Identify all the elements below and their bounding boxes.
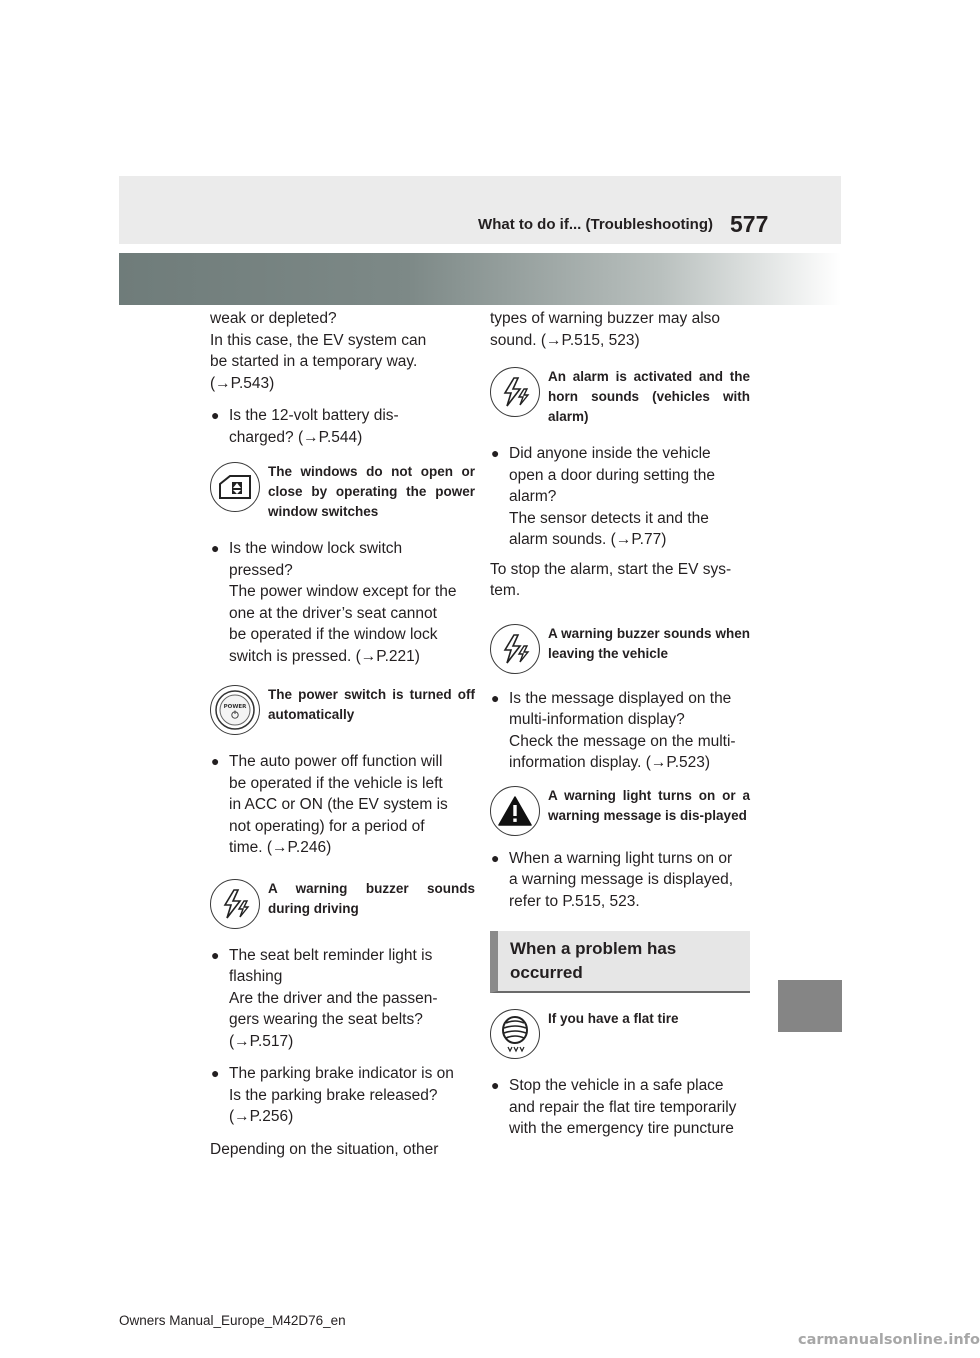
power-label: POWER	[223, 704, 247, 710]
watermark: carmanualsonline.info	[798, 1332, 980, 1348]
text-line: switch is pressed. (→P.221)	[229, 647, 420, 665]
flat-tire-icon	[490, 1009, 540, 1059]
text-line: one at the driver’s seat cannot	[229, 604, 437, 622]
text-line: not operating) for a period of	[229, 817, 425, 835]
text-line: tem.	[490, 582, 521, 599]
topic-title: A warning light turns on or a warning message is dis-played	[548, 787, 750, 823]
text-line: time. (→P.246)	[229, 839, 332, 856]
bullet-dot-icon: ●	[491, 689, 500, 706]
stop-alarm-paragraph	[490, 559, 750, 602]
topic-buzzer-leaving-vehicle	[490, 624, 750, 674]
text-line: in ACC or ON (the EV system is	[229, 796, 448, 813]
text-line: The auto power off function will	[229, 753, 443, 770]
text-line: information display. (→P.523)	[509, 754, 711, 771]
text-line: gers wearing the seat belts?	[229, 1011, 423, 1028]
text-line: (→P.543)	[210, 374, 275, 392]
topic-title: A warning buzzer sounds when leaving the vehicle	[548, 625, 750, 661]
text-line: charged? (→P.544)	[229, 428, 363, 446]
text-line: open a door during setting the	[509, 466, 715, 484]
text-line: Is the message displayed on the	[509, 689, 732, 707]
bullet-dot-icon: ●	[211, 1065, 220, 1081]
section-heading-problem-occurred: When a problem has occurred	[490, 931, 750, 993]
right-column	[490, 308, 750, 1140]
text-line: with the emergency tire puncture	[509, 1120, 734, 1137]
text-line: (→P.517)	[229, 1032, 294, 1050]
bullet-dot-icon: ●	[211, 407, 220, 423]
footer-manual-id: Owners Manual_Europe_M42D76_en	[119, 1313, 346, 1328]
bullet-message-displayed	[490, 688, 750, 774]
text-line: The seat belt reminder light is	[229, 946, 433, 964]
text-line: a warning message is displayed,	[509, 871, 734, 888]
topic-title: If you have a flat tire	[548, 1011, 679, 1026]
bullet-auto-power-off	[210, 751, 475, 859]
chapter-thumb-tab	[778, 980, 842, 1032]
text-line: To stop the alarm, start the EV sys-	[490, 560, 732, 578]
power-switch-icon	[210, 685, 260, 735]
text-line: be operated if the vehicle is left	[229, 774, 443, 792]
bullet-warning-light-on	[490, 848, 750, 913]
text-line: alarm?	[509, 488, 557, 505]
text-line: Did anyone inside the vehicle	[509, 445, 711, 462]
warning-buzzer-icon	[490, 367, 540, 417]
power-window-icon	[210, 462, 260, 512]
text-line: The power window except for the	[229, 583, 457, 600]
topic-title: A warning buzzer sounds during driving	[268, 880, 475, 916]
text-line: The parking brake indicator is on	[229, 1065, 454, 1082]
bullet-dot-icon: ●	[211, 946, 220, 963]
text-line: When a warning light turns on or	[509, 849, 733, 867]
warning-buzzer-icon	[490, 624, 540, 674]
topic-warning-light	[490, 786, 750, 836]
bullet-seat-belt	[210, 945, 475, 1053]
bullet-door-opened	[490, 443, 750, 551]
text-line: weak or depleted?	[210, 310, 337, 327]
text-line: (→P.256)	[229, 1108, 294, 1125]
page-number: 577	[730, 211, 769, 237]
text-line: The sensor detects it and the	[509, 509, 709, 527]
header-gradient-bar	[119, 253, 841, 305]
topic-title: An alarm is activated and the horn sounds (vehicles with alarm)	[548, 369, 750, 424]
text-line: In this case, the EV system can	[210, 331, 427, 349]
topic-power-window	[210, 462, 475, 522]
text-line: Is the 12-volt battery dis-	[229, 407, 399, 424]
text-line: types of warning buzzer may also	[490, 310, 721, 327]
outro-text: Depending on the situation, other	[210, 1140, 439, 1158]
text-line: multi-information display?	[509, 711, 685, 728]
bullet-dot-icon: ●	[491, 849, 500, 866]
bullet-parking-brake	[210, 1063, 475, 1128]
topic-flat-tire	[490, 1009, 750, 1059]
topic-title: The windows do not open or close by operating the power window switches	[268, 464, 475, 519]
text-line: pressed?	[229, 561, 293, 579]
bullet-window-lock	[210, 538, 475, 667]
text-line: alarm sounds. (→P.77)	[509, 531, 667, 548]
text-line: Are the driver and the passen-	[229, 989, 438, 1007]
bullet-dot-icon: ●	[211, 753, 220, 769]
text-line: flashing	[229, 968, 283, 985]
text-line: and repair the flat tire temporarily	[509, 1098, 737, 1116]
left-column	[210, 308, 475, 1160]
bullet-dot-icon: ●	[491, 1077, 500, 1093]
text-line: be started in a temporary way.	[210, 353, 418, 370]
text-line: refer to P.515, 523.	[509, 892, 640, 910]
bullet-dot-icon: ●	[491, 445, 500, 461]
bullet-battery-discharged	[210, 405, 475, 448]
text-line: Stop the vehicle in a safe place	[509, 1077, 724, 1094]
bullet-stop-vehicle	[490, 1075, 750, 1140]
topic-power-switch-off	[210, 685, 475, 735]
section-header-title: What to do if... (Troubleshooting)	[478, 216, 713, 233]
text-line: be operated if the window lock	[229, 626, 438, 643]
topic-title: The power switch is turned off automatically	[268, 687, 475, 722]
intro-paragraph	[490, 308, 750, 351]
topic-buzzer-during-driving	[210, 879, 475, 929]
warning-buzzer-icon	[210, 879, 260, 929]
bullet-dot-icon: ●	[211, 540, 220, 556]
text-line: Is the window lock switch	[229, 540, 403, 557]
warning-triangle-icon	[490, 786, 540, 836]
text-line: Is the parking brake released?	[229, 1086, 438, 1104]
text-line: Check the message on the multi-	[509, 732, 736, 750]
intro-paragraph	[210, 308, 475, 394]
text-line: sound. (→P.515, 523)	[490, 331, 640, 349]
topic-alarm-activated	[490, 367, 750, 427]
